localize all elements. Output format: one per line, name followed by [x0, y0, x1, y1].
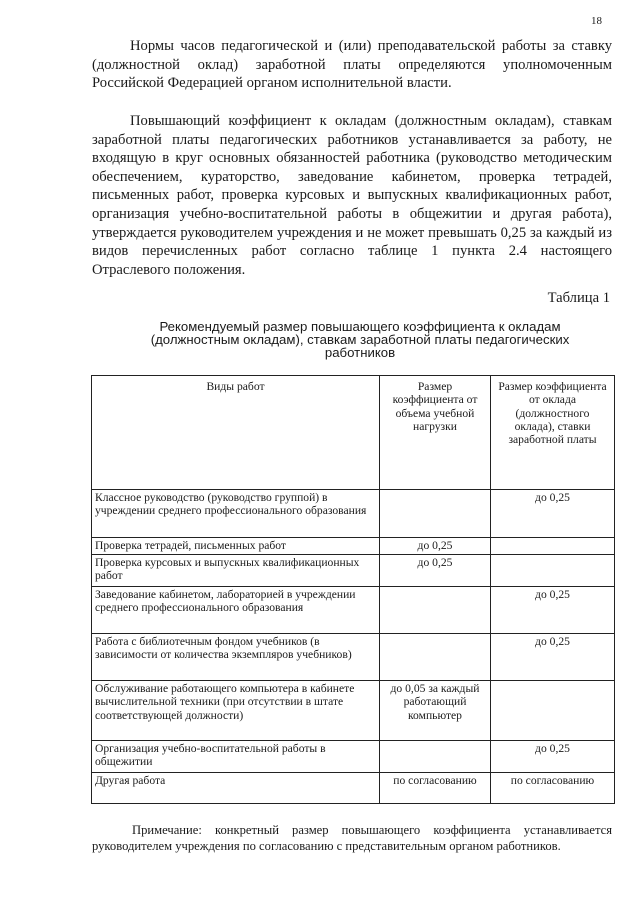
coefficient-table: [91, 375, 615, 804]
load-coefficient-cell: по согласованию: [380, 773, 491, 804]
load-coefficient-cell: до 0,25: [380, 538, 491, 555]
table-header-row: [92, 376, 615, 490]
table-row: [92, 555, 615, 587]
work-type-cell: Проверка курсовых и выпускных квалификационных работ: [92, 555, 380, 587]
load-coefficient-cell: до 0,05 за каждый работающий компьютер: [380, 681, 491, 741]
table-row: [92, 681, 615, 741]
paragraph-norms: Нормы часов педагогической и (или) преподавательской работы за ставку (должностной оклад) заработной платы определяются уполномоченным Российской Федерацией органом исполнительной власти.: [92, 38, 612, 92]
table-caption: Рекомендуемый размер повышающего коэффициента к окладам (должностным окладам), ставкам заработной платы педагогических работников: [150, 319, 570, 360]
salary-coefficient-cell: до 0,25: [491, 587, 615, 634]
salary-coefficient-cell: по согласованию: [491, 773, 615, 804]
table-row: [92, 587, 615, 634]
work-type-cell: Другая работа: [92, 773, 380, 804]
salary-coefficient-cell: до 0,25: [491, 490, 615, 538]
load-coefficient-cell: [380, 634, 491, 681]
load-coefficient-cell: [380, 741, 491, 773]
header-work-type: Виды работ: [92, 376, 380, 490]
work-type-cell: Проверка тетрадей, письменных работ: [92, 538, 380, 555]
salary-coefficient-cell: [491, 555, 615, 587]
work-type-cell: Обслуживание работающего компьютера в кабинете вычислительной техники (при отсутствии в штате соответствующей должности): [92, 681, 380, 741]
salary-coefficient-cell: до 0,25: [491, 741, 615, 773]
table-row: [92, 741, 615, 773]
salary-coefficient-cell: [491, 538, 615, 555]
header-load-coefficient: Размер коэффициента от объема учебной нагрузки: [380, 376, 491, 490]
table-row: [92, 773, 615, 804]
page-number: 18: [591, 15, 602, 27]
table-label: Таблица 1: [547, 290, 610, 306]
work-type-cell: Организация учебно-воспитательной работы в общежитии: [92, 741, 380, 773]
work-type-cell: Работа с библиотечным фондом учебников (в зависимости от количества экземпляров учебников): [92, 634, 380, 681]
header-salary-coefficient: Размер коэффициента от оклада (должностного оклада), ставки заработной платы: [491, 376, 615, 490]
table-row: [92, 538, 615, 555]
salary-coefficient-cell: до 0,25: [491, 634, 615, 681]
load-coefficient-cell: [380, 587, 491, 634]
table-row: [92, 634, 615, 681]
salary-coefficient-cell: [491, 681, 615, 741]
paragraph-coefficient: Повышающий коэффициент к окладам (должностным окладам), ставкам заработной платы педагогических работников устанавливается за работу, не входящую в круг основных обязанностей работника (руководство методическим обеспечением, кураторство, заведование кабинетом, проверка тетрадей, письменных работ, проверка курсовых и выпускных квалификационных работ, организация учебно-воспитательной работы в общежитии и другая работа), утверждается руководителем учреждения и не может превышать 0,25 за каждый из видов перечисленных работ согласно таблице 1 пункта 2.4 настоящего Отраслевого положения.: [92, 113, 612, 278]
table-note: Примечание: конкретный размер повышающего коэффициента устанавливается руководителем учреждения по согласованию с представительным органом работников.: [92, 823, 612, 853]
load-coefficient-cell: до 0,25: [380, 555, 491, 587]
table-row: [92, 490, 615, 538]
load-coefficient-cell: [380, 490, 491, 538]
work-type-cell: Заведование кабинетом, лабораторией в учреждении среднего профессионального образования: [92, 587, 380, 634]
work-type-cell: Классное руководство (руководство группой) в учреждении среднего профессионального образования: [92, 490, 380, 538]
